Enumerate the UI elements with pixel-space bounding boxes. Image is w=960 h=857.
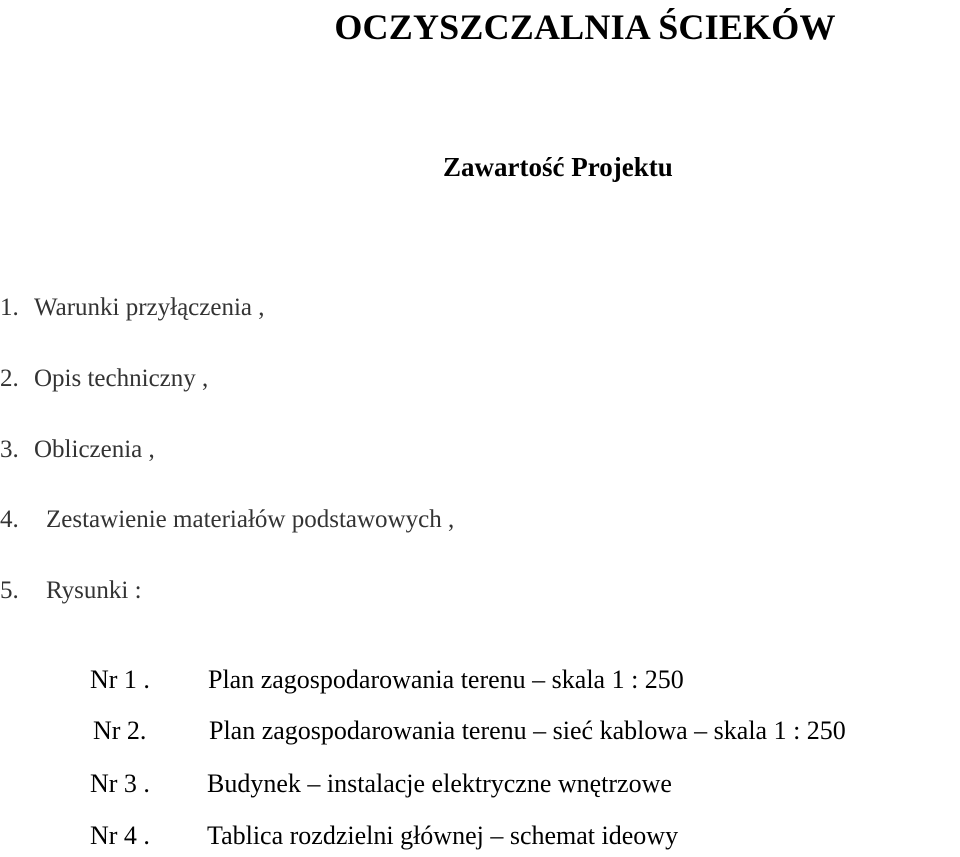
drawing-label: Plan zagospodarowania terenu – sieć kablowa – skala 1 : 250 (209, 716, 846, 745)
contents-item (0, 436, 155, 464)
contents-item-number: 2. (0, 365, 19, 392)
drawing-number: Nr 1 . (90, 665, 150, 694)
contents-item-number: 4. (0, 506, 19, 533)
drawing-number: Nr 3 . (90, 769, 150, 798)
document-subtitle: Zawartość Projektu (443, 152, 673, 182)
document-title: OCZYSZCZALNIA ŚCIEKÓW (334, 7, 836, 47)
contents-item (0, 294, 265, 322)
contents-item-number: 5. (0, 577, 19, 604)
drawing-item (90, 821, 950, 855)
contents-item-label: Zestawienie materiałów podstawowych , (46, 506, 455, 533)
contents-item-number: 3. (0, 436, 19, 463)
drawing-item (90, 665, 950, 699)
drawing-number: Nr 4 . (90, 821, 150, 850)
drawing-number: Nr 2. (93, 716, 147, 745)
contents-item (0, 365, 208, 393)
contents-item-label: Opis techniczny , (34, 365, 209, 392)
drawing-item (93, 716, 960, 750)
contents-item (0, 506, 454, 534)
drawing-label: Tablica rozdzielni głównej – schemat ideowy (207, 821, 679, 850)
drawing-item (90, 769, 950, 803)
contents-item-label: Obliczenia , (34, 436, 155, 463)
drawing-label: Budynek – instalacje elektryczne wnętrzowe (207, 769, 672, 798)
contents-item (0, 577, 142, 605)
contents-item-label: Warunki przyłączenia , (34, 294, 265, 321)
contents-item-number: 1. (0, 294, 19, 321)
drawing-label: Plan zagospodarowania terenu – skala 1 : 250 (208, 665, 684, 694)
contents-item-label: Rysunki : (46, 577, 142, 604)
